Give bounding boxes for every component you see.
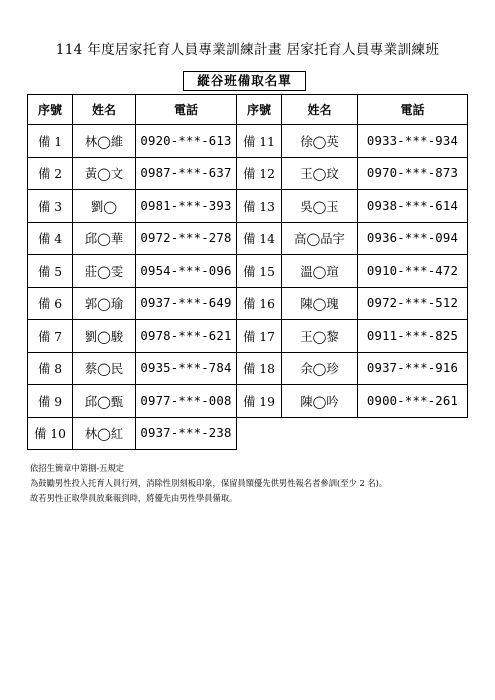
phone-cell: 0911-***-825 [358,320,468,353]
seq-cell: 備 19 [237,385,282,418]
phone-cell: 0937-***-916 [358,352,468,385]
name-cell: 林◯紅 [73,417,136,450]
phone-cell: 0933-***-934 [358,125,468,158]
notes [30,461,480,506]
table-row [28,385,468,418]
seq-cell: 備 18 [237,352,282,385]
seq-cell: 備 7 [28,320,73,353]
phone-cell: 0937-***-238 [136,417,237,450]
list-subtitle: 縱谷班備取名單 [183,71,306,91]
note-line: 依招生簡章中第捌-五規定 [30,463,125,473]
table-row [28,125,468,158]
seq-cell: 備 13 [237,190,282,223]
phone-cell: 0981-***-393 [136,190,237,223]
header-seq: 序號 [28,95,73,125]
seq-cell: 備 5 [28,255,73,288]
phone-cell: 0937-***-649 [136,287,237,320]
seq-cell: 備 6 [28,287,73,320]
phone-cell: 0920-***-613 [136,125,237,158]
header-seq: 序號 [237,95,282,125]
phone-cell: 0910-***-472 [358,255,468,288]
phone-cell: 0978-***-621 [136,320,237,353]
seq-cell: 備 1 [28,125,73,158]
waitlist-table [27,94,468,450]
phone-cell: 0938-***-614 [358,190,468,223]
seq-cell: 備 16 [237,287,282,320]
phone-cell: 0900-***-261 [358,385,468,418]
table-row [28,287,468,320]
header-name: 姓名 [73,95,136,125]
empty-cell [237,417,282,450]
seq-cell: 備 14 [237,222,282,255]
phone-cell: 0987-***-637 [136,157,237,190]
phone-cell: 0936-***-094 [358,222,468,255]
name-cell: 林◯維 [73,125,136,158]
note-line: 故若男性正取學員放棄報到時，將優先由男性學員備取。 [30,493,238,503]
seq-cell: 備 4 [28,222,73,255]
name-cell: 蔡◯民 [73,352,136,385]
empty-cell [358,417,468,450]
header-phone: 電話 [136,95,237,125]
table-row [28,222,468,255]
name-cell: 莊◯雯 [73,255,136,288]
name-cell: 劉◯ [73,190,136,223]
table-row [28,157,468,190]
name-cell: 王◯玟 [282,157,358,190]
seq-cell: 備 8 [28,352,73,385]
seq-cell: 備 9 [28,385,73,418]
name-cell: 陳◯吟 [282,385,358,418]
phone-cell: 0972-***-512 [358,287,468,320]
header-phone: 電話 [358,95,468,125]
name-cell: 陳◯瑰 [282,287,358,320]
phone-cell: 0972-***-278 [136,222,237,255]
table-header-row [28,95,468,125]
name-cell: 余◯珍 [282,352,358,385]
seq-cell: 備 12 [237,157,282,190]
name-cell: 劉◯駿 [73,320,136,353]
seq-cell: 備 17 [237,320,282,353]
table-row [28,417,468,450]
name-cell: 王◯黎 [282,320,358,353]
name-cell: 溫◯瑄 [282,255,358,288]
seq-cell: 備 10 [28,417,73,450]
seq-cell: 備 3 [28,190,73,223]
phone-cell: 0935-***-784 [136,352,237,385]
name-cell: 邱◯華 [73,222,136,255]
name-cell: 吳◯玉 [282,190,358,223]
document-title: 114 年度居家托育人員專業訓練計畫 居家托育人員專業訓練班 [55,42,440,58]
table-row [28,320,468,353]
header-name: 姓名 [282,95,358,125]
seq-cell: 備 11 [237,125,282,158]
name-cell: 黃◯文 [73,157,136,190]
seq-cell: 備 15 [237,255,282,288]
phone-cell: 0954-***-096 [136,255,237,288]
name-cell: 高◯品宇 [282,222,358,255]
name-cell: 邱◯甄 [73,385,136,418]
empty-cell [282,417,358,450]
note-line: 為鼓勵男性投入托育人員行列，消除性別刻板印象，保留員額優先供男性報名者參訓(至少 2 名)。 [30,478,388,488]
seq-cell: 備 2 [28,157,73,190]
name-cell: 徐◯英 [282,125,358,158]
table-row [28,352,468,385]
phone-cell: 0970-***-873 [358,157,468,190]
table-row [28,255,468,288]
phone-cell: 0977-***-008 [136,385,237,418]
table-row [28,190,468,223]
name-cell: 郭◯瑜 [73,287,136,320]
